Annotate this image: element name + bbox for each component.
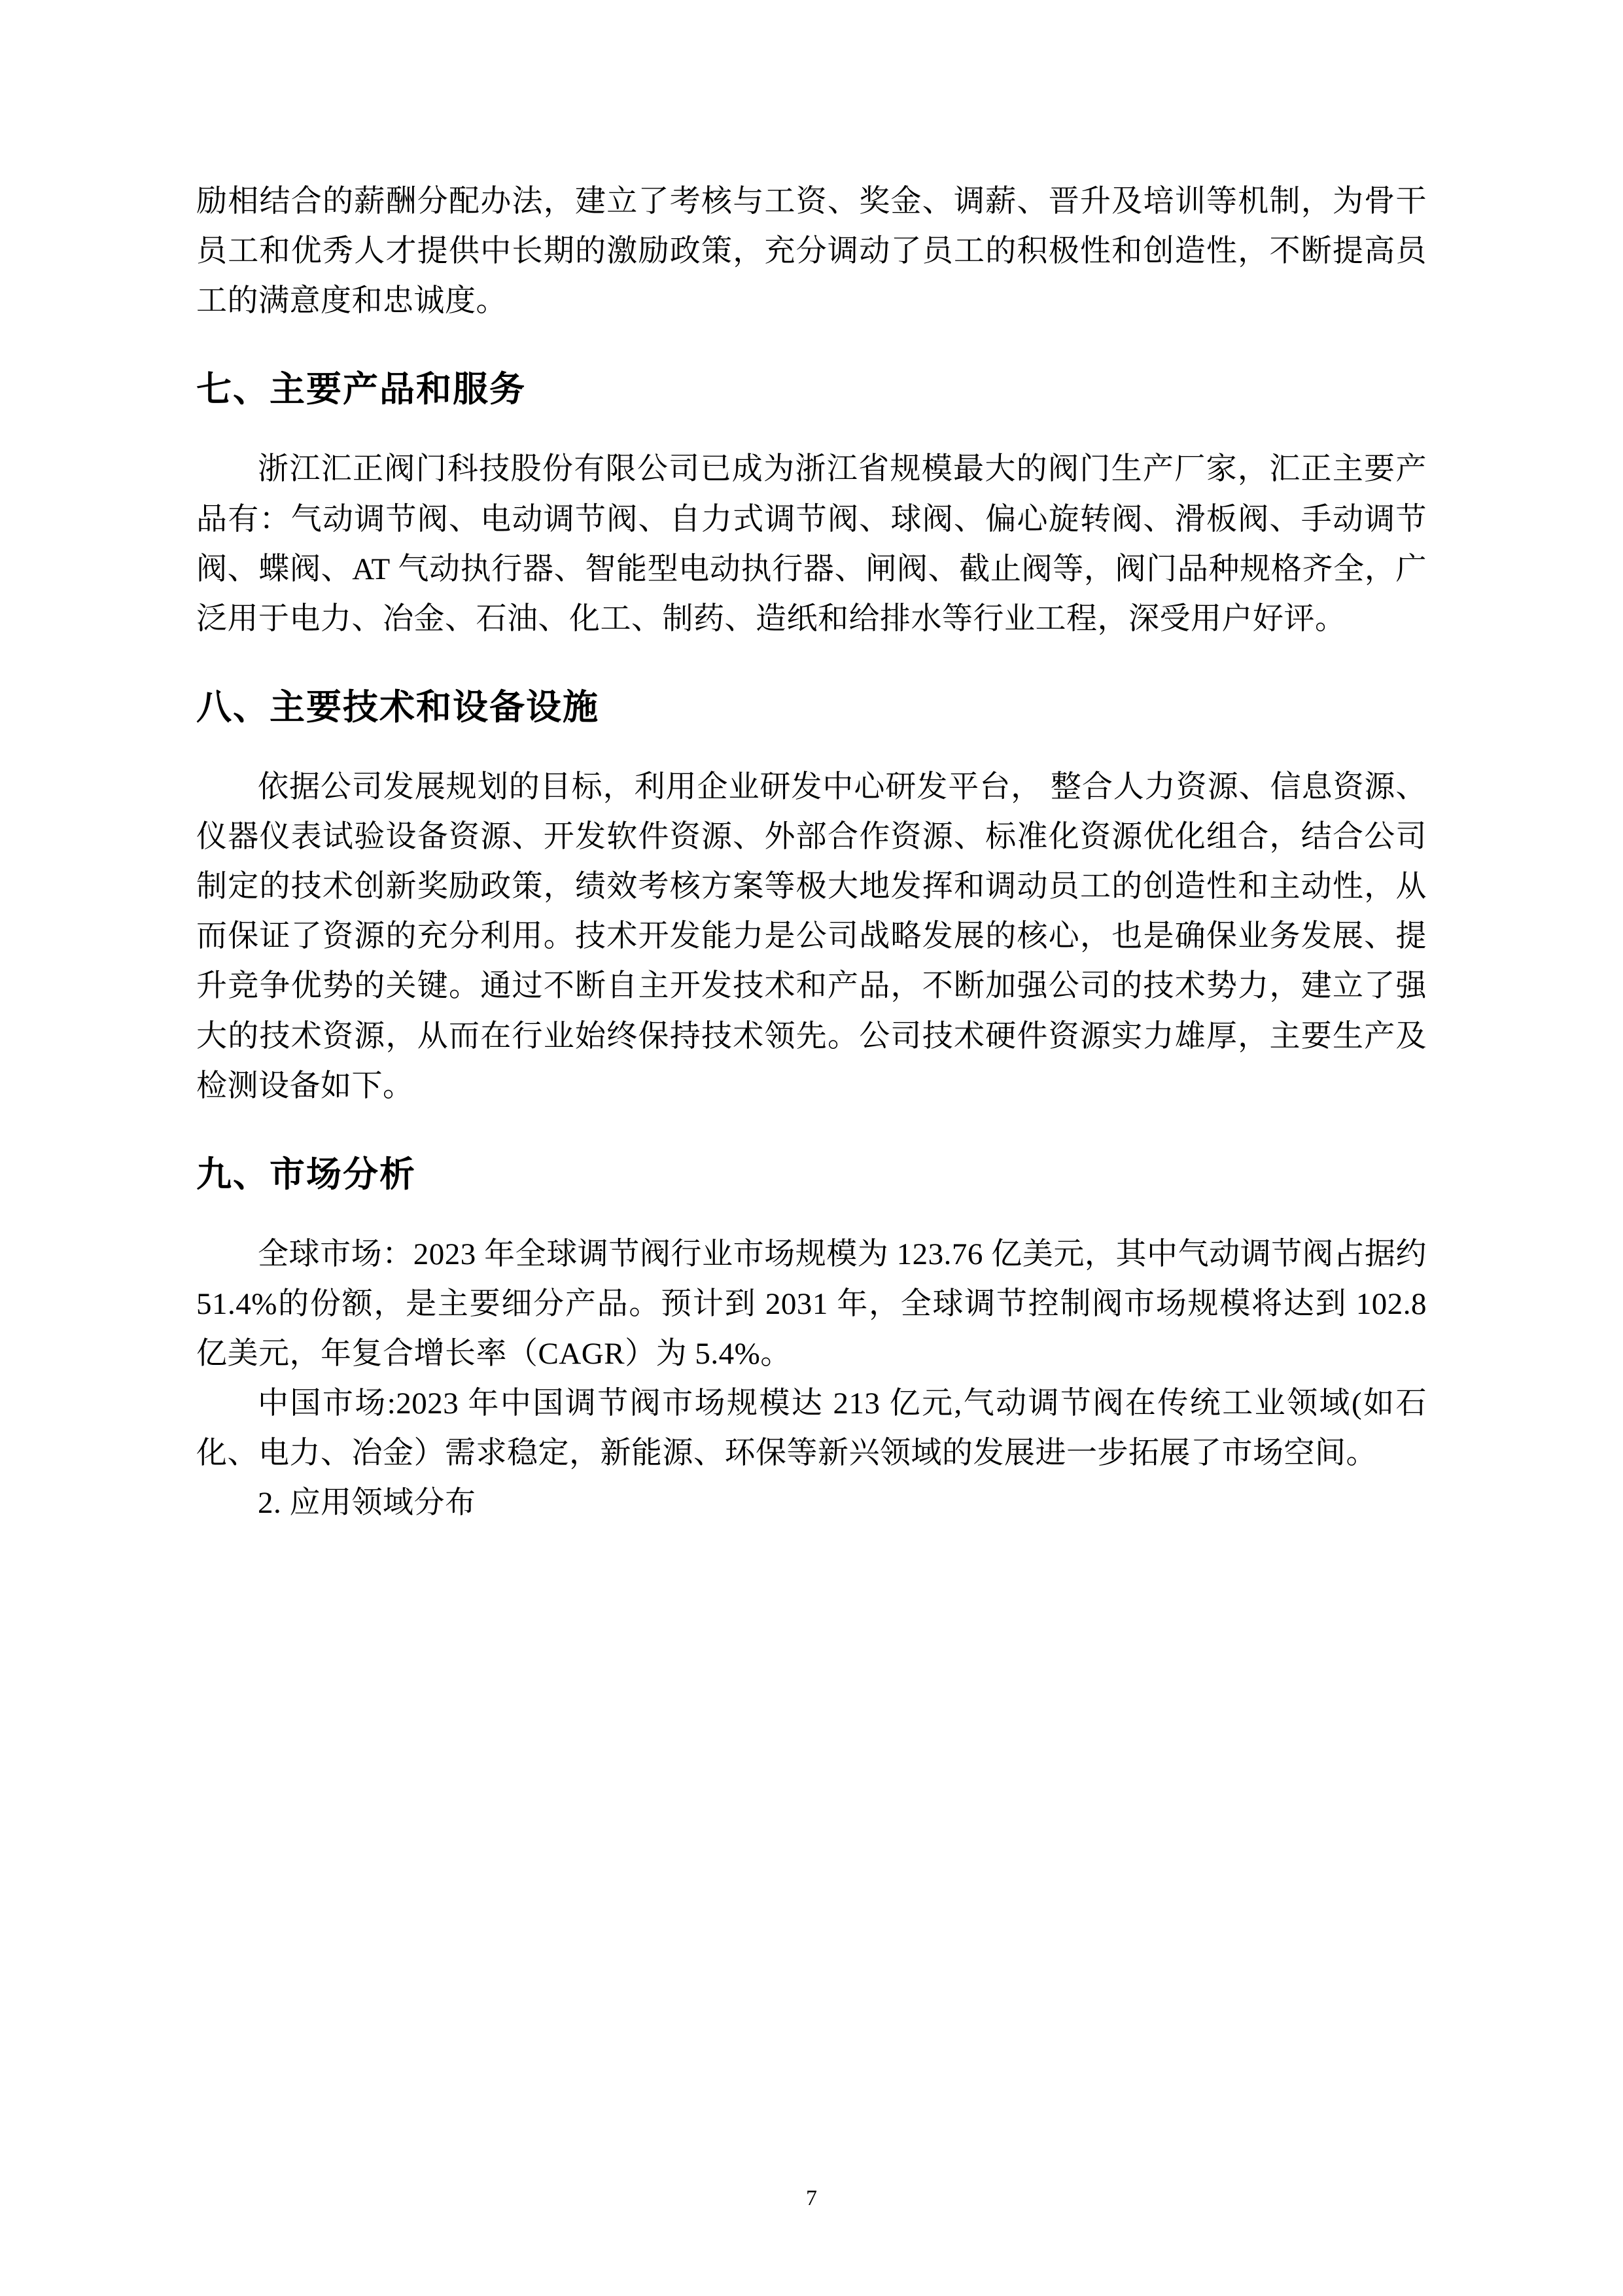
spacer [196,326,1427,362]
paragraph-technology: 依据公司发展规划的目标，利用企业研发中心研发平台， 整合人力资源、信息资源、仪器仪表试验设备资源、开发软件资源、外部合作资源、标准化资源优化组合，结合公司制定的技术创新奖励政策，绩效考核方案等极大地发挥和调动员工的创造性和主动性，从而保证了资源的充分利用。技术开发能力是公司战略发展的核心，也是确保业务发展、提升竞争优势的关键。通过不断自主开发技术和产品，不断加强公司的技术势力，建立了强大的技术资源，从而在行业始终保持技术领先。公司技术硬件资源实力雄厚，主要生产及检测设备如下。 [196,769,1427,1103]
document-body [196,177,1427,2191]
page-number: 7 [806,2186,817,2210]
spacer [196,415,1427,444]
section-heading-technology: 八、主要技术和设备设施 [196,686,599,728]
spacer [196,733,1427,762]
spacer [196,1201,1427,1229]
paragraph-global-market: 全球市场：2023 年全球调节阀行业市场规模为 123.76 亿美元，其中气动调节阀占据约 51.4%的份额，是主要细分产品。预计到 2031 年，全球调节控制阀市场规模将达到 102.8 亿美元，年复合增长率（CAGR）为 5.4%。 [196,1237,1427,1371]
section-heading-market-analysis: 九、市场分析 [196,1153,416,1195]
spacer [196,1111,1427,1148]
paragraph-china-market: 中国市场:2023 年中国调节阀市场规模达 213 亿元,气动调节阀在传统工业领域(如石化、电力、冶金）需求稳定，新能源、环保等新兴领域的发展进一步拓展了市场空间。 [196,1386,1427,1471]
paragraph-products: 浙江汇正阀门科技股份有限公司已成为浙江省规模最大的阀门生产厂家，汇正主要产品有：气动调节阀、电动调节阀、自力式调节阀、球阀、偏心旋转阀、滑板阀、手动调节阀、蝶阀、AT 气动执行器、智能型电动执行器、闸阀、截止阀等，阀门品种规格齐全，广泛用于电力、冶金、石油、化工、制药、造纸和给排水等行业工程，深受用户好评。 [196,452,1427,636]
paragraph-compensation: 励相结合的薪酬分配办法，建立了考核与工资、奖金、调薪、晋升及培训等机制，为骨干员工和优秀人才提供中长期的激励政策，充分调动了员工的积极性和创造性，不断提高员工的满意度和忠诚度。 [196,185,1427,319]
section-heading-products: 七、主要产品和服务 [196,368,526,410]
spacer [196,644,1427,680]
paragraph-application-distribution: 2. 应用领域分布 [258,1486,476,1521]
